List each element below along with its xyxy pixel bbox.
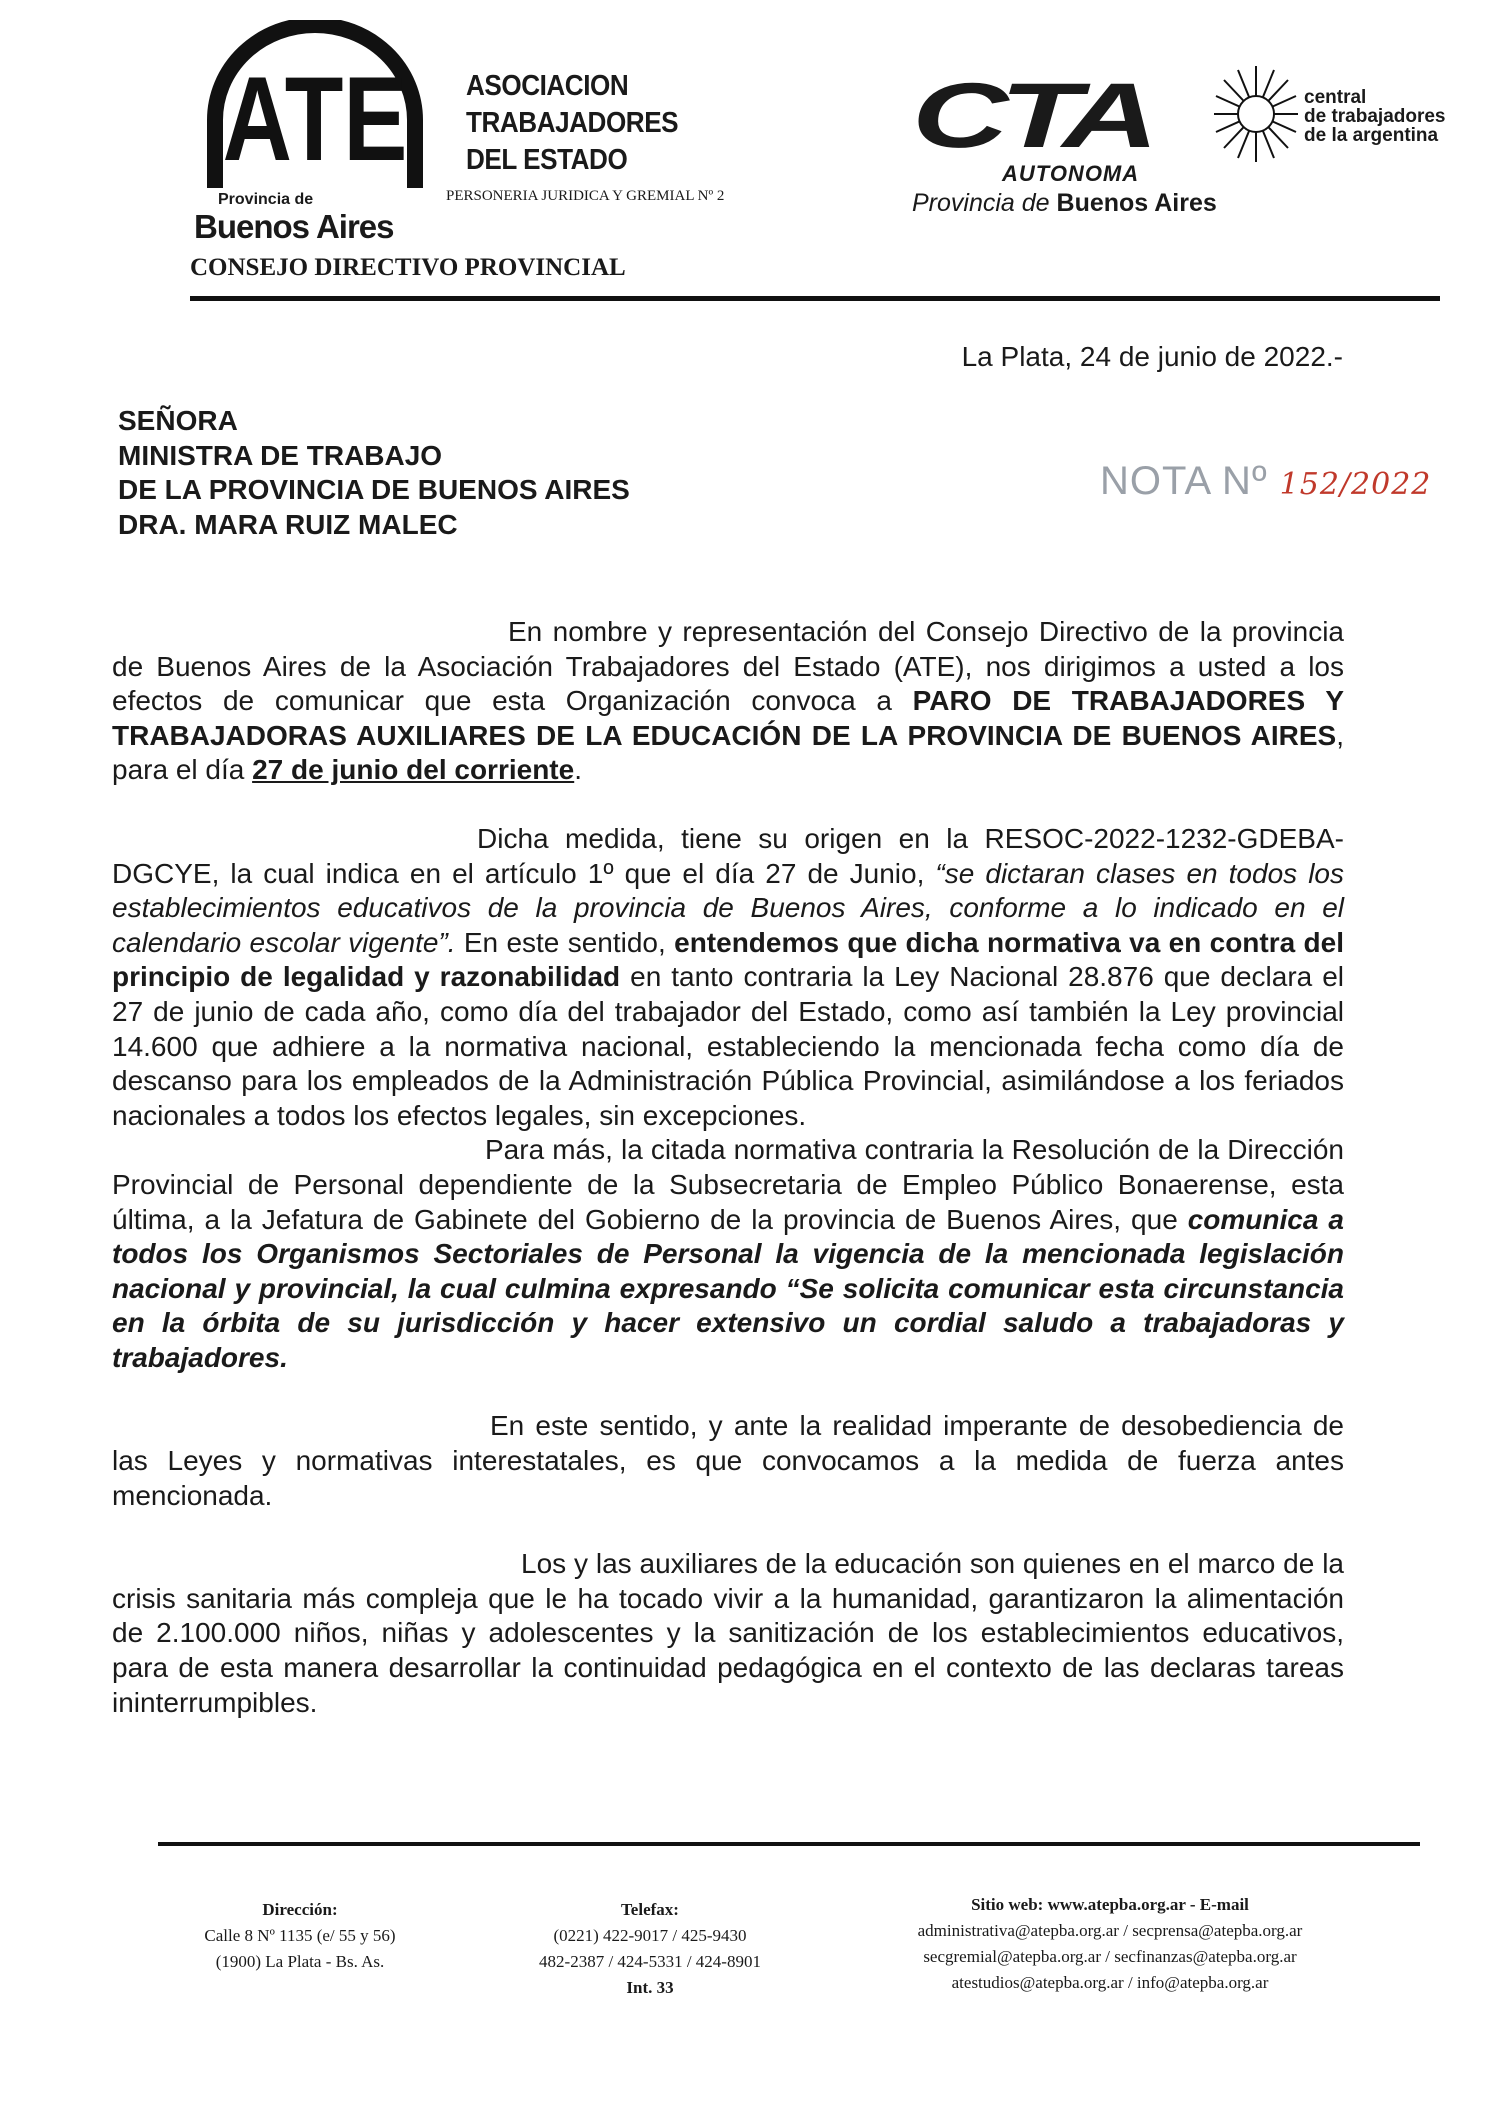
body-paragraph: [112, 822, 1344, 1133]
org-name-line: DEL ESTADO: [466, 144, 628, 176]
ate-logo-buenos-aires: Buenos Aires: [194, 208, 394, 245]
footer-email-line[interactable]: secgremial@atepba.org.ar / secfinanzas@atepba.org.ar: [923, 1947, 1297, 1966]
cta-logo-letters: CTA: [912, 65, 1151, 167]
paragraph-text-run: entendemos que dicha normativa va en contra del principio de legalidad y razonabilidad: [112, 926, 1344, 993]
cta-central-line: de la argentina: [1304, 125, 1439, 146]
body-paragraph: [112, 615, 1344, 788]
footer-address-line: (1900) La Plata - Bs. As.: [215, 1952, 385, 1971]
ate-logo-letters: ATE: [222, 52, 408, 187]
nota-stamp-label: NOTA Nº: [1100, 459, 1268, 503]
org-name-line: TRABAJADORES: [466, 107, 679, 139]
paragraph-text-run: , para el día: [112, 719, 1344, 786]
paragraph-text-run: Para más, la citada normativa contraria la Resolución de la Dirección Provincial de Personal dependiente de la Subsecretaria de Empleo Público Bonaerense, esta última, a la Jefatura de Gabinete del Gobierno de la provincia de Buenos Aires, que: [112, 1134, 1344, 1235]
paragraph-text-run: En nombre y representación del Consejo Directivo de la provincia de Buenos Aires de la Asociación Trabajadores del Estado (ATE), nos dirigimos a usted a los efectos de comunicar que esta Organización convoca a: [112, 616, 1344, 717]
body-paragraph: [112, 1409, 1344, 1513]
addressee-line: DE LA PROVINCIA DE BUENOS AIRES: [118, 474, 630, 505]
body-paragraph: [112, 1547, 1344, 1720]
letter-date: La Plata, 24 de junio de 2022.-: [961, 341, 1343, 372]
addressee-line: SEÑORA: [118, 405, 238, 436]
org-name: [466, 68, 678, 179]
footer-address: [150, 1897, 450, 1975]
footer-web: [860, 1892, 1360, 1996]
nota-stamp-number: 152/2022: [1279, 467, 1432, 502]
cta-logo: [912, 65, 1472, 222]
footer-telefax: [490, 1897, 810, 2001]
personeria-text: PERSONERIA JURIDICA Y GREMIAL Nº 2: [446, 188, 725, 204]
addressee-line: DRA. MARA RUIZ MALEC: [118, 508, 458, 540]
footer-telefax-int: Int. 33: [626, 1978, 674, 1997]
nota-stamp: [1100, 458, 1431, 508]
cta-provincia: [912, 189, 1217, 217]
footer-web-url[interactable]: www.atepba.org.ar - E-mail: [1043, 1895, 1249, 1914]
paragraph-text-run: Dicha medida, tiene su origen en la RESOC-2022-1232-GDEBA-DGCYE, la cual indica en el artículo 1º que el día 27 de Junio,: [112, 822, 1344, 889]
ate-logo: [190, 20, 450, 245]
footer-address-heading: Dirección:: [262, 1900, 338, 1919]
footer-telefax-heading: Telefax:: [621, 1900, 679, 1919]
cta-provincia-prefix: Provincia de: [912, 189, 1050, 217]
cta-autonoma: AUTONOMA: [1002, 161, 1140, 186]
paragraph-text-run: comunica a todos los Organismos Sectoriales de Personal la vigencia de la mencionada legislación nacional y provincial, la cual culmina expresando “Se solicita comunicar esta circunstancia en la órbita de su jurisdicción y hacer extensivo un cordial saludo a trabajadoras y trabajadores.: [112, 1203, 1344, 1373]
paragraph-text-run: En este sentido,: [455, 926, 675, 958]
consejo-directivo-heading: CONSEJO DIRECTIVO PROVINCIAL: [190, 254, 626, 281]
footer-telefax-line: (0221) 422-9017 / 425-9430: [553, 1926, 747, 1945]
ate-logo-graphic: [190, 20, 450, 190]
paragraph-text-run: .: [574, 754, 582, 786]
footer-divider: [158, 1842, 1420, 1846]
paragraph-text-run: 27 de junio del corriente: [252, 754, 575, 786]
paragraph-text-run: Los y las auxiliares de la educación son quienes en el marco de la crisis sanitaria más compleja que le ha tocado vivir a la humanidad, garantizaron la alimentación de 2.100.000 niños, niñas y adolescentes y la sanitización de los establecimientos educativos, para de esta manera desarrollar la continuidad pedagógica en el contexto de las declaras tareas ininterrumpibles.: [112, 1548, 1344, 1718]
body-paragraph: [112, 1133, 1344, 1375]
paragraph-text-run: en tanto contraria la Ley Nacional 28.876 que declara el 27 de junio de cada año, como día del trabajador del Estado, como así también la Ley provincial 14.600 que adhiere a la normativa nacional, estableciendo la mencionada fecha como día de descanso para los empleados de la Administración Pública Provincial, asimilándose a los feriados nacionales a todos los efectos legales, sin excepciones.: [112, 961, 1344, 1131]
footer-telefax-line: 482-2387 / 424-5331 / 424-8901: [539, 1952, 761, 1971]
footer-web-heading: Sitio web:: [971, 1895, 1044, 1914]
header-divider: [190, 296, 1440, 301]
footer-email-line[interactable]: administrativa@atepba.org.ar / secprensa@atepba.org.ar: [917, 1921, 1303, 1940]
footer-address-line: Calle 8 Nº 1135 (e/ 55 y 56): [204, 1926, 396, 1945]
paragraph-text-run: “se dictaran clases en todos los establecimientos educativos de la provincia de Buenos Aires, conforme a lo indicado en el calendario escolar vigente”.: [112, 857, 1344, 958]
paragraph-text-run: PARO DE TRABAJADORES Y TRABAJADORAS AUXILIARES DE LA EDUCACIÓN DE LA PROVINCIA DE BUENOS AIRES: [112, 685, 1345, 751]
cta-provincia-name: Buenos Aires: [1056, 189, 1217, 217]
cta-central-text: [1304, 88, 1446, 145]
addressee-block: [118, 404, 630, 542]
sun-icon: [1212, 64, 1300, 164]
paragraph-text-run: En este sentido, y ante la realidad imperante de desobediencia de las Leyes y normativas interestatales, es que convocamos a la medida de fuerza antes mencionada.: [112, 1410, 1344, 1511]
addressee-line: MINISTRA DE TRABAJO: [118, 439, 443, 471]
footer-email-line[interactable]: atestudios@atepba.org.ar / info@atepba.org.ar: [951, 1973, 1269, 1992]
org-name-line: ASOCIACION: [466, 70, 629, 102]
cta-central-line: central: [1304, 87, 1367, 108]
letter-body: [112, 615, 1344, 1720]
ate-logo-province-label: Provincia de: [218, 191, 314, 208]
cta-central-line: de trabajadores: [1304, 106, 1446, 127]
